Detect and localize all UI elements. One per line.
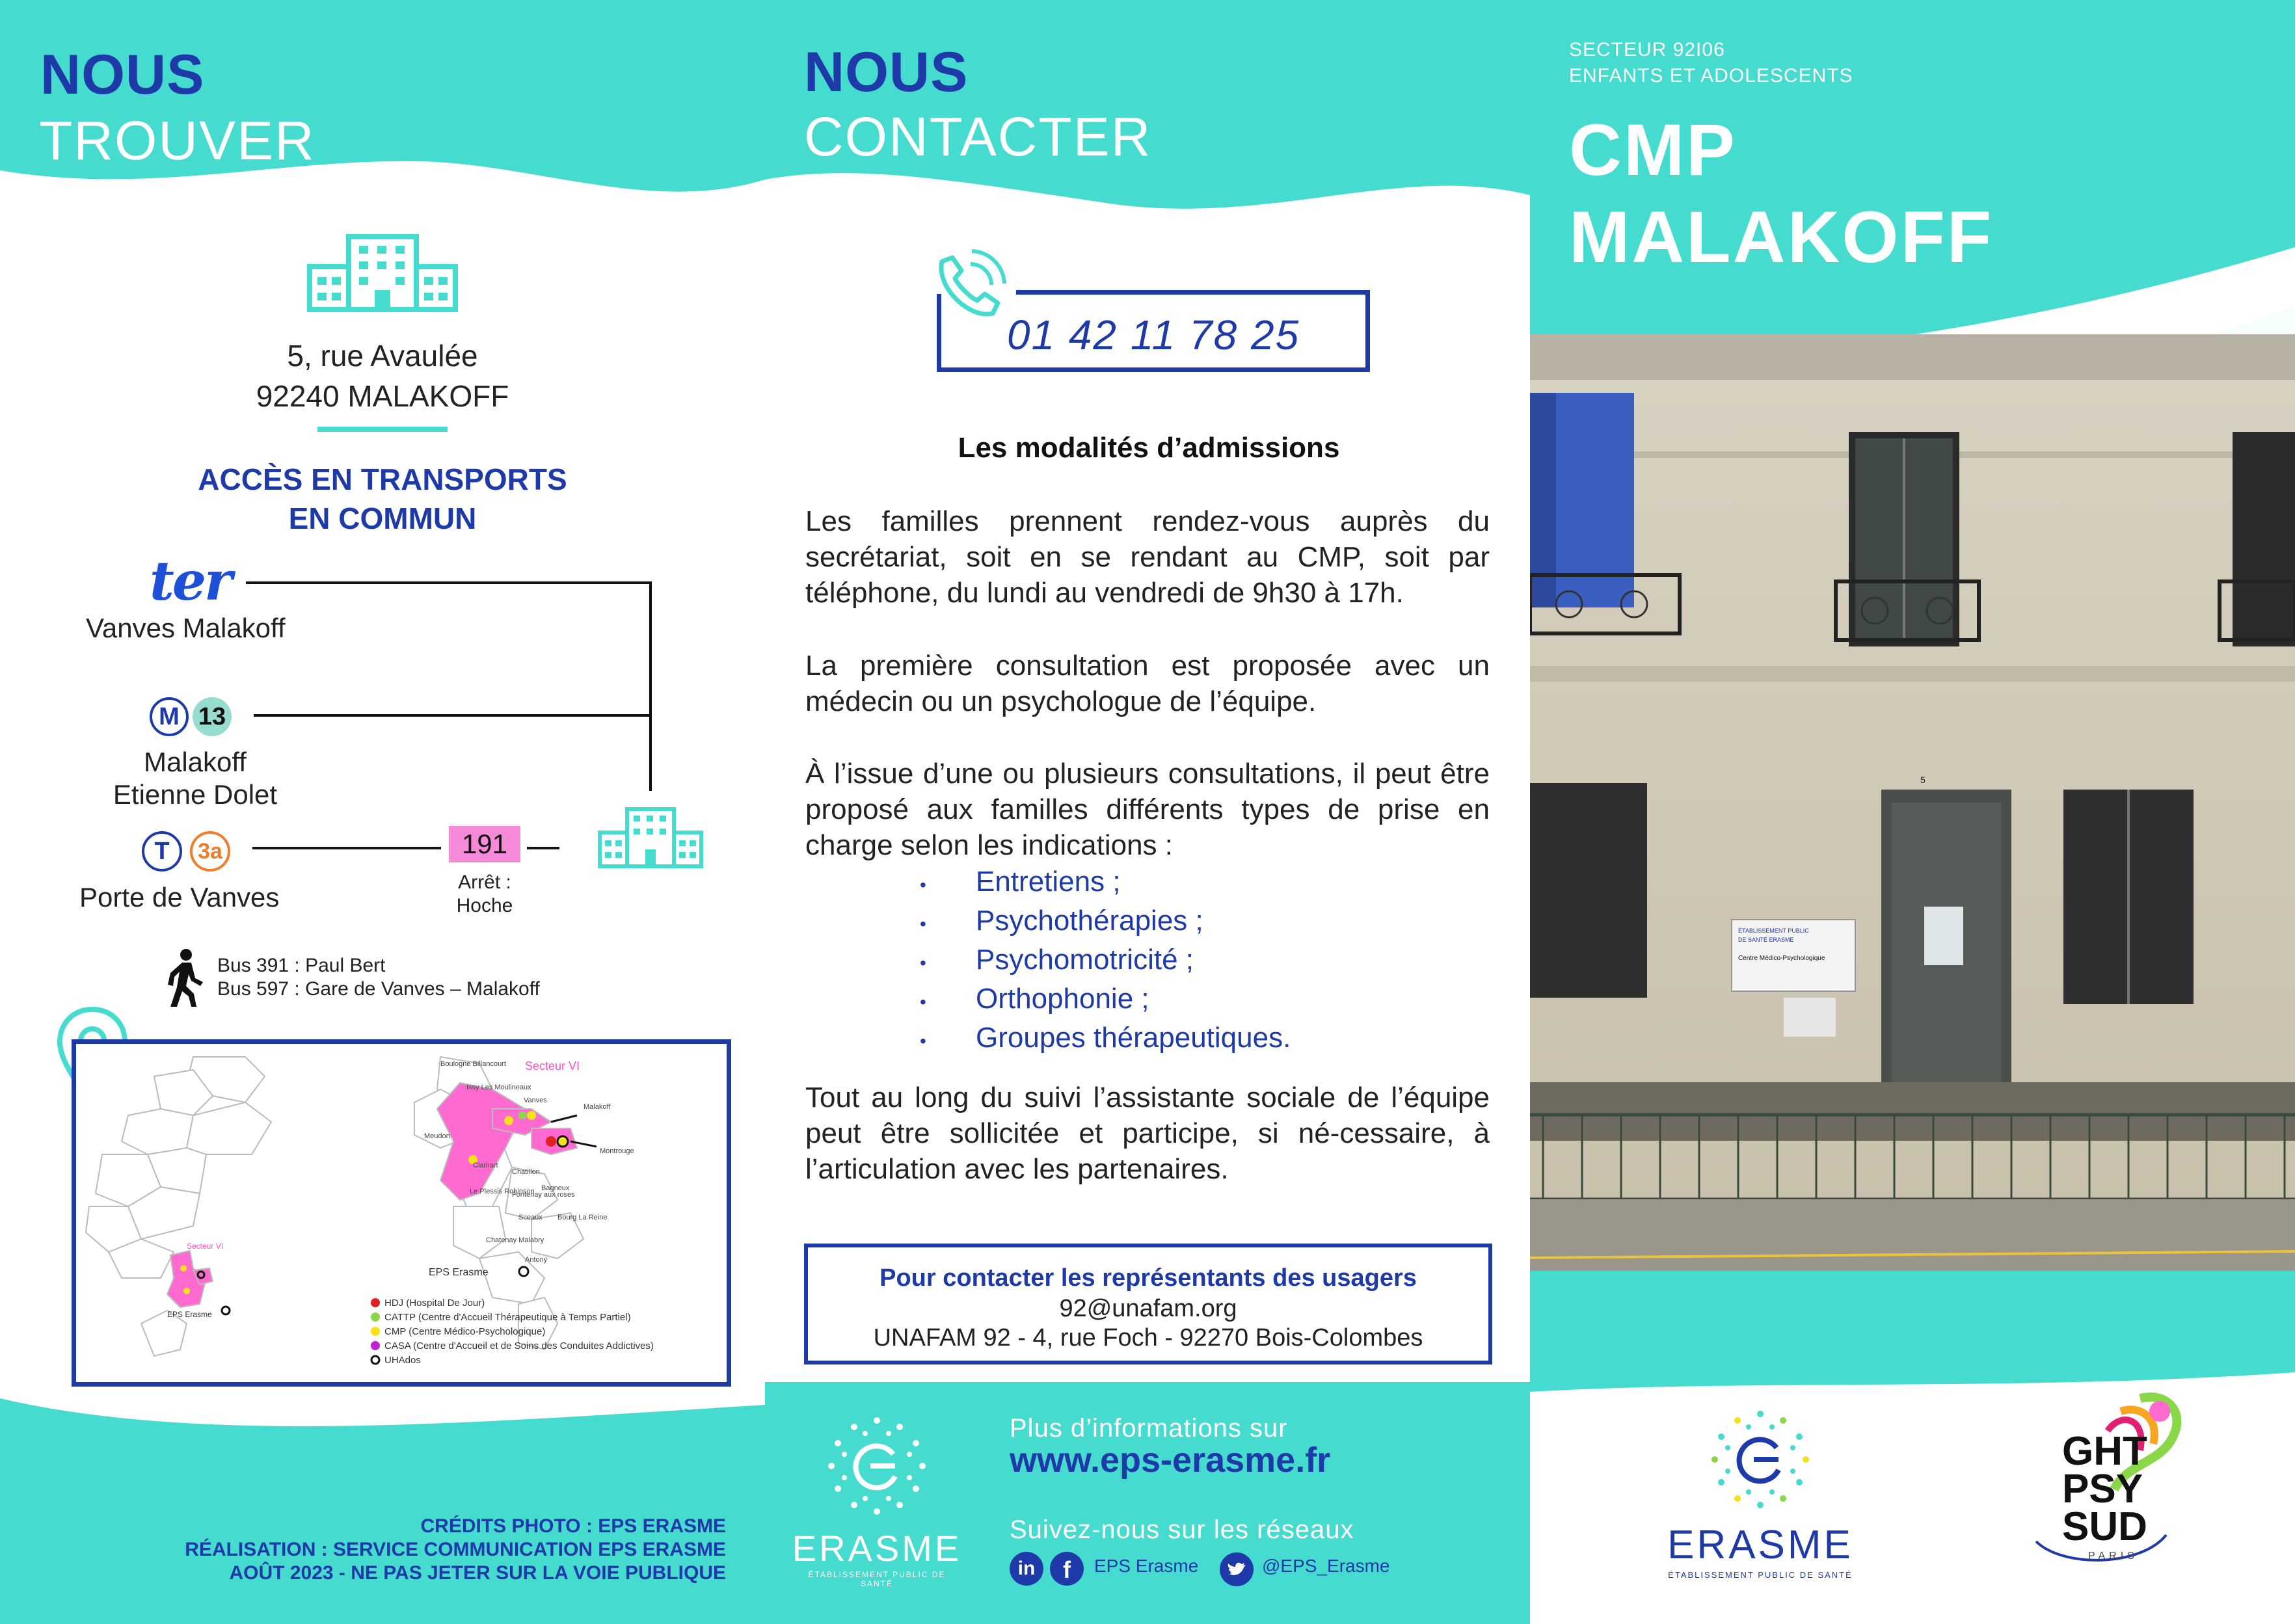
list-item: • Groupes thérapeutiques. (920, 1022, 1291, 1054)
bus-191-badge: 191 (449, 826, 520, 862)
ght-line2: PSY (2062, 1467, 2143, 1511)
transport-title-line2: EN COMMUN (288, 501, 477, 535)
address-line2: 92240 MALAKOFF (256, 379, 509, 413)
admission-title: Les modalités d’admissions (958, 432, 1340, 464)
walk-line1: Bus 391 : Paul Bert (217, 955, 386, 976)
usagers-address: UNAFAM 92 - 4, rue Foch - 92270 Bois-Colombes (873, 1324, 1423, 1351)
list-item: • Entretiens ; (920, 866, 1121, 898)
metro-icon: M (150, 697, 189, 736)
tram-line-3a-badge: 3a (190, 831, 230, 872)
erasme-cover-sub: ÉTABLISSEMENT PUBLIC DE SANTÉ (1668, 1570, 1853, 1580)
map-city: Sceaux (518, 1214, 543, 1221)
ter-station: Vanves Malakoff (86, 613, 286, 643)
ter-logo: ter (150, 550, 231, 613)
vertical-line (649, 581, 652, 791)
map-city: Antony (525, 1256, 548, 1264)
info-line: Plus d’informations sur (1010, 1414, 1288, 1443)
cover-sector-line2: ENFANTS ET ADOLESCENTS (1569, 65, 1853, 87)
cover-title-line1: CMP (1569, 109, 1737, 191)
map-drawing (76, 1044, 727, 1382)
credits-line3: AOÛT 2023 - NE PAS JETER SUR LA VOIE PUBLIQUE (229, 1562, 726, 1584)
map-city: Malakoff (584, 1103, 611, 1111)
map-city: Chatenay Malabry (486, 1236, 544, 1244)
footer-wave-find (0, 1398, 765, 1624)
cover-sector-line1: SECTEUR 92I06 (1569, 39, 1725, 60)
metro-station-line1: Malakoff (144, 747, 247, 777)
photo-sign-line2: DE SANTÉ ERASME (1738, 937, 1794, 943)
photo-sign-line1: ÉTABLISSEMENT PUBLIC (1738, 927, 1809, 934)
usagers-box (804, 1244, 1492, 1364)
website-link[interactable]: www.eps-erasme.fr (1010, 1441, 1331, 1480)
admission-para2: La première consultation est proposée avec un médecin ou un psychologue de l’équipe. (805, 650, 1490, 717)
phone-number[interactable]: 01 42 11 78 25 (1006, 312, 1300, 358)
map-city: Meudon (424, 1132, 450, 1140)
list-item: • Psychomotricité ; (920, 944, 1194, 976)
map-city: Bagneux (541, 1184, 570, 1192)
metro-line (254, 714, 652, 717)
admission-para4: Tout au long du suivi l’assistante sociale de l’équipe peut être sollicitée et participe, si né-cessaire, à l’articulation avec les partenaires. (805, 1082, 1490, 1185)
erasme-cover-name: ERASME (1667, 1523, 1853, 1567)
credits-line2: RÉALISATION : SERVICE COMMUNICATION EPS ERASME (185, 1539, 726, 1560)
phone-box-top (1016, 290, 1370, 295)
care-list (920, 864, 1492, 1059)
map-legend (371, 1298, 654, 1366)
map-city: Issy Les Moulineaux (466, 1084, 531, 1091)
tram-line (252, 847, 441, 849)
small-map-secteur-label: Secteur VI (187, 1242, 224, 1251)
credits-line1: CRÉDITS PHOTO : EPS ERASME (420, 1515, 726, 1537)
map-city: Chatillon (512, 1168, 540, 1176)
metro-line-13-badge: 13 (193, 697, 232, 736)
list-item: • Psychothérapies ; (920, 905, 1203, 937)
legend-item: CMP (Centre Médico-Psychologique) (384, 1326, 546, 1337)
sector-map (72, 1039, 731, 1387)
erasme-sub: ÉTABLISSEMENT PUBLIC DE SANTÉ (808, 1570, 946, 1588)
walk-line2: Bus 597 : Gare de Vanves – Malakoff (217, 978, 540, 1000)
legend-item: HDJ (Hospital De Jour) (384, 1298, 485, 1309)
small-map-label: EPS Erasme (167, 1310, 212, 1319)
transport-title-line1: ACCÈS EN TRANSPORTS (198, 462, 567, 496)
admission-para3: À l’issue d’une ou plusieurs consultations, il peut être proposé aux familles différents types de prise en charge selon les indications : (805, 758, 1490, 861)
twitter-icon[interactable] (1219, 1552, 1254, 1587)
bus-stop-line1: Arrêt : (458, 872, 511, 893)
ght-line1: GHT (2062, 1429, 2147, 1474)
building-icon (307, 234, 458, 312)
map-eps-label: EPS Erasme (429, 1267, 489, 1278)
facebook-icon[interactable]: f (1050, 1552, 1084, 1586)
tram-icon: T (142, 831, 182, 872)
find-title-bold: NOUS (40, 44, 205, 106)
legend-item: CATTP (Centre d'Accueil Thérapeutique à Temps Partiel) (384, 1312, 631, 1323)
linkedin-icon[interactable]: in (1010, 1552, 1043, 1586)
metro-station-line2: Etienne Dolet (113, 779, 278, 810)
legend-item: UHAdos (384, 1355, 421, 1366)
walking-icon (163, 948, 208, 1008)
find-title-light: TROUVER (39, 110, 315, 171)
social-line: Suivez-nous sur les réseaux (1010, 1515, 1354, 1544)
map-city: Montrouge (600, 1147, 634, 1155)
map-secteur-label: Secteur VI (525, 1059, 580, 1072)
legend-item: CASA (Centre d'Accueil et de Soins des Conduites Addictives) (384, 1340, 654, 1351)
map-city: Clamart (473, 1162, 498, 1169)
admission-para1: Les familles prennent rendez-vous auprès du secrétariat, soit en se rendant au CMP, soit par téléphone, du lundi au vendredi de 9h30 à 17h. (805, 505, 1490, 609)
usagers-title: Pour contacter les représentants des usagers (879, 1264, 1417, 1292)
ght-line3: SUD (2062, 1504, 2147, 1549)
usagers-email[interactable]: 92@unafam.org (1059, 1295, 1237, 1322)
erasme-cover-logo-icon (1708, 1407, 1812, 1511)
erasme-logo-icon (825, 1414, 929, 1518)
tram-station: Porte de Vanves (79, 882, 280, 912)
erasme-name: ERASME (792, 1528, 962, 1569)
photo-sign-line3: Centre Médico-Psychologique (1738, 955, 1825, 962)
ter-line (246, 581, 652, 584)
contact-title-bold: NOUS (804, 41, 969, 103)
photo-number: 5 (1920, 775, 1926, 785)
social-eps-handle[interactable]: EPS Erasme (1094, 1556, 1199, 1576)
small-building-icon (597, 806, 704, 869)
address-line1: 5, rue Avaulée (287, 339, 478, 373)
building-photo (1530, 334, 2295, 1271)
map-city: Boulogne Billancourt (440, 1060, 506, 1068)
social-twitter-handle[interactable]: @EPS_Erasme (1262, 1556, 1390, 1576)
bus-stop-line2: Hoche (456, 895, 513, 916)
bus-line (527, 847, 559, 849)
cover-title-line2: MALAKOFF (1569, 196, 1994, 278)
map-city: Fontenay aux roses (512, 1191, 575, 1199)
map-city: Le Plessis Robinson (470, 1188, 535, 1195)
map-city: Bourg La Reine (557, 1214, 608, 1221)
contact-title-light: CONTACTER (804, 106, 1152, 167)
list-item: • Orthophonie ; (920, 983, 1149, 1015)
map-city: Vanves (524, 1097, 547, 1104)
address-divider (317, 427, 448, 432)
ght-paris: PARIS (2088, 1551, 2138, 1562)
